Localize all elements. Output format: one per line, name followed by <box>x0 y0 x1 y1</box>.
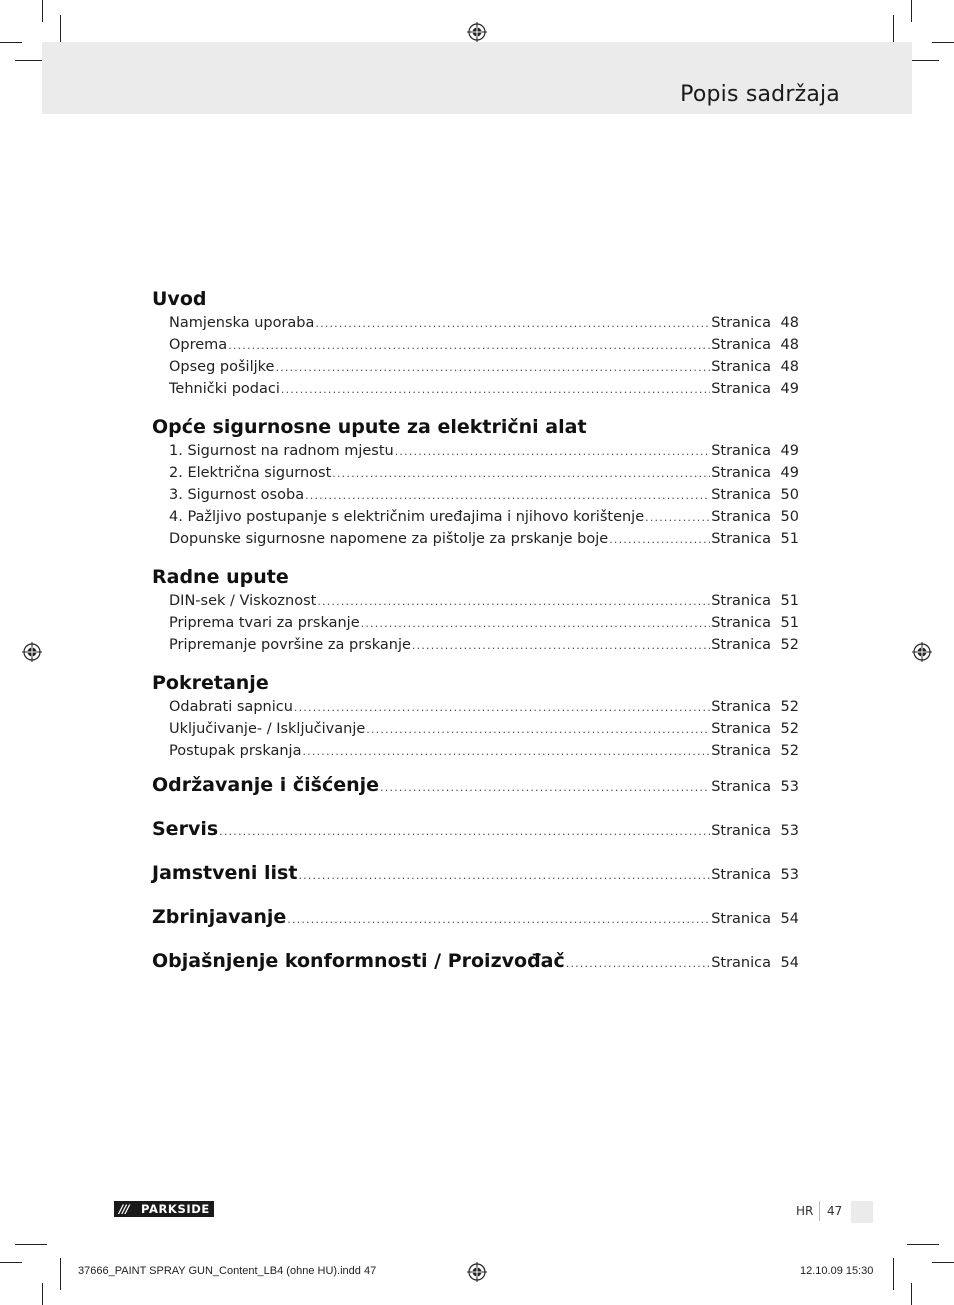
toc-entry-label: Namjenska uporaba <box>169 315 315 331</box>
toc-top-entry-label: Održavanje i čišćenje <box>152 774 380 796</box>
toc-entry[interactable] <box>152 334 799 356</box>
crop-mark <box>60 1258 61 1290</box>
toc-entry[interactable] <box>152 634 799 656</box>
toc-entry-label: Tehnički podaci <box>169 381 280 397</box>
toc-entry-page <box>711 904 799 934</box>
toc-entry[interactable] <box>152 506 799 528</box>
toc-section-radne-upute <box>152 564 799 656</box>
toc-top-entry[interactable] <box>152 770 799 814</box>
toc-entry-page <box>711 634 799 656</box>
toc-entry-page <box>711 356 799 378</box>
page-word: Stranica <box>711 487 771 503</box>
page-title: Popis sadržaja <box>680 82 840 107</box>
dot-leader <box>287 905 710 935</box>
crop-mark <box>911 1283 912 1305</box>
page-number: 53 <box>780 867 799 883</box>
toc-entry[interactable] <box>152 528 799 550</box>
page-word: Stranica <box>711 779 771 795</box>
toc-entry-page <box>711 860 799 890</box>
toc-top-entry-label: Zbrinjavanje <box>152 906 287 928</box>
toc-entry-label: DIN-sek / Viskoznost <box>169 593 317 609</box>
dot-leader <box>219 817 710 847</box>
toc-section-heading[interactable]: Uvod <box>152 288 207 310</box>
toc-top-entry[interactable] <box>152 814 799 858</box>
toc-entry-label: Priprema tvari za prskanje <box>169 615 360 631</box>
page-word: Stranica <box>711 443 771 459</box>
footer-divider <box>819 1201 820 1221</box>
page-number: 51 <box>780 531 799 547</box>
page-word: Stranica <box>711 465 771 481</box>
toc-section-heading[interactable]: Pokretanje <box>152 672 269 694</box>
toc-top-entry-label: Jamstveni list <box>152 862 298 884</box>
toc-entry-page <box>711 484 799 506</box>
toc-entry-label: 3. Sigurnost osoba <box>169 487 305 503</box>
dot-leader <box>317 591 710 613</box>
toc-entry[interactable] <box>152 612 799 634</box>
toc-entry-page <box>711 334 799 356</box>
dot-leader <box>361 613 711 635</box>
dot-leader <box>366 719 710 741</box>
toc-top-entry[interactable] <box>152 946 799 990</box>
toc-entry[interactable] <box>152 462 799 484</box>
page-word: Stranica <box>711 315 771 331</box>
parkside-logo <box>114 1201 214 1217</box>
dot-leader <box>566 949 710 979</box>
toc-entry-label: 4. Pažljivo postupanje s električnim uređajima i njihovo korištenje <box>169 509 645 525</box>
toc-entry[interactable] <box>152 740 799 762</box>
toc-top-entry-label: Objašnjenje konformnosti / Proizvođač <box>152 950 565 972</box>
toc-section-uvod <box>152 286 799 400</box>
toc-entry-page <box>711 590 799 612</box>
toc-entry-label: Dopunske sigurnosne napomene za pištolje za prskanje boje <box>169 531 609 547</box>
registration-mark-icon <box>467 22 487 42</box>
page-word: Stranica <box>711 531 771 547</box>
toc-top-entry[interactable] <box>152 858 799 902</box>
footer-tab-box <box>851 1201 873 1223</box>
page-word: Stranica <box>711 699 771 715</box>
page-number: 49 <box>780 443 799 459</box>
page-word: Stranica <box>711 381 771 397</box>
toc-entry[interactable] <box>152 440 799 462</box>
page-word: Stranica <box>711 867 771 883</box>
toc-entry[interactable] <box>152 378 799 400</box>
toc-entry-label: 1. Sigurnost na radnom mjestu <box>169 443 394 459</box>
page-word: Stranica <box>711 823 771 839</box>
dot-leader <box>395 441 710 463</box>
page-word: Stranica <box>711 359 771 375</box>
page-number: 48 <box>780 315 799 331</box>
logo-text: PARKSIDE <box>141 1202 210 1216</box>
toc-entry[interactable] <box>152 590 799 612</box>
registration-mark-icon <box>912 642 932 662</box>
toc-entry-page <box>711 612 799 634</box>
toc-entry[interactable] <box>152 696 799 718</box>
crop-mark <box>932 1262 954 1263</box>
toc-top-entry-label: Servis <box>152 818 219 840</box>
page-number: 52 <box>780 637 799 653</box>
page-number: 50 <box>780 487 799 503</box>
page-word: Stranica <box>711 743 771 759</box>
toc-entry-label: Oprema <box>169 337 228 353</box>
dot-leader <box>315 313 710 335</box>
page-number-footer: 47 <box>827 1204 843 1218</box>
dot-leader <box>275 357 710 379</box>
dot-leader <box>380 773 710 803</box>
toc-section-heading[interactable]: Radne upute <box>152 566 289 588</box>
logo-slashes: /// <box>119 1202 129 1216</box>
crop-mark <box>0 1262 22 1263</box>
page-word: Stranica <box>711 721 771 737</box>
crop-mark <box>0 42 22 43</box>
page-number: 53 <box>780 823 799 839</box>
dot-leader <box>609 529 710 551</box>
toc-entry[interactable] <box>152 718 799 740</box>
page-number: 54 <box>780 955 799 971</box>
crop-mark <box>42 0 43 22</box>
page-number: 52 <box>780 743 799 759</box>
toc-entry-page <box>711 696 799 718</box>
toc-entry-label: Pripremanje površine za prskanje <box>169 637 411 653</box>
dot-leader <box>228 335 710 357</box>
crop-mark <box>42 1283 43 1305</box>
page-number: 52 <box>780 721 799 737</box>
page-word: Stranica <box>711 509 771 525</box>
page-word: Stranica <box>711 593 771 609</box>
page-word: Stranica <box>711 955 771 971</box>
dot-leader <box>281 379 710 401</box>
toc-entry[interactable] <box>152 356 799 378</box>
toc-section-heading[interactable]: Opće sigurnosne upute za električni alat <box>152 416 587 438</box>
page-number: 49 <box>780 381 799 397</box>
language-code: HR <box>796 1204 814 1218</box>
page-number: 49 <box>780 465 799 481</box>
toc-entry-page <box>711 506 799 528</box>
toc-entry-page <box>711 440 799 462</box>
crop-mark <box>932 42 954 43</box>
page-number: 51 <box>780 593 799 609</box>
toc-entry-page <box>711 816 799 846</box>
toc-entry-label: Opseg pošiljke <box>169 359 275 375</box>
page-word: Stranica <box>711 637 771 653</box>
dot-leader <box>412 635 710 657</box>
crop-mark <box>911 0 912 22</box>
registration-mark-icon <box>467 1262 487 1282</box>
registration-mark-icon <box>22 642 42 662</box>
print-slug-date: 12.10.09 15:30 <box>800 1265 874 1277</box>
page-word: Stranica <box>711 337 771 353</box>
dot-leader <box>298 861 710 891</box>
crop-mark <box>15 1244 47 1245</box>
page-number: 50 <box>780 509 799 525</box>
page-number: 48 <box>780 359 799 375</box>
crop-mark <box>907 1244 939 1245</box>
toc-entry-page <box>711 462 799 484</box>
dot-leader <box>302 741 710 763</box>
toc-entry-page <box>711 528 799 550</box>
page-word: Stranica <box>711 615 771 631</box>
dot-leader <box>332 463 710 485</box>
page-number: 48 <box>780 337 799 353</box>
table-of-contents <box>152 286 799 990</box>
toc-top-entry[interactable] <box>152 902 799 946</box>
toc-section-pokretanje <box>152 670 799 762</box>
toc-entry-page <box>711 312 799 334</box>
toc-entry-label: Uključivanje- / Isključivanje <box>169 721 366 737</box>
toc-entry-label: 2. Električna sigurnost <box>169 465 332 481</box>
page-number: 54 <box>780 911 799 927</box>
page-number: 53 <box>780 779 799 795</box>
toc-entry-page <box>711 718 799 740</box>
dot-leader <box>645 507 710 529</box>
toc-entry-page <box>711 948 799 978</box>
toc-entry-label: Postupak prskanja <box>169 743 302 759</box>
toc-entry-page <box>711 772 799 802</box>
page-number: 52 <box>780 699 799 715</box>
toc-section-sigurnosne-upute <box>152 414 799 550</box>
page-number: 51 <box>780 615 799 631</box>
toc-entry-page <box>711 740 799 762</box>
toc-entry[interactable] <box>152 312 799 334</box>
dot-leader <box>305 485 710 507</box>
page-word: Stranica <box>711 911 771 927</box>
print-slug-filename: 37666_PAINT SPRAY GUN_Content_LB4 (ohne HU).indd 47 <box>78 1265 377 1277</box>
toc-entry[interactable] <box>152 484 799 506</box>
toc-entry-page <box>711 378 799 400</box>
crop-mark <box>893 1258 894 1290</box>
toc-entry-label: Odabrati sapnicu <box>169 699 293 715</box>
dot-leader <box>294 697 710 719</box>
